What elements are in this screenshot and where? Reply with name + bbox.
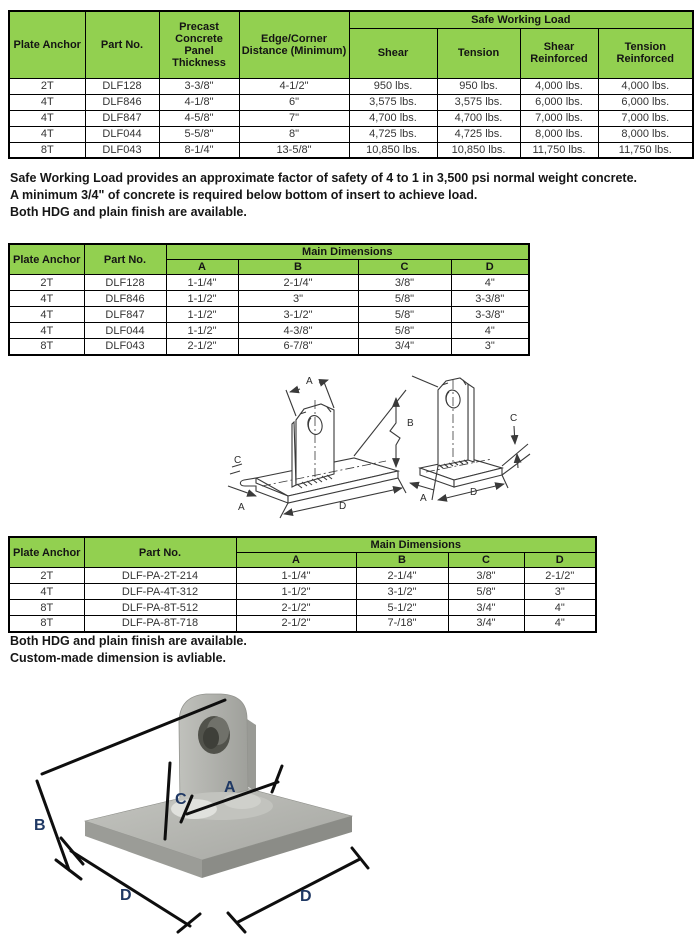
table-cell: 4,725 lbs. [437,126,520,142]
table-cell: 4,000 lbs. [598,78,693,94]
table-row [9,126,693,142]
table-cell: DLF044 [84,323,166,339]
dim-a-arrow [410,483,434,490]
table-cell: 8T [9,600,84,616]
table-cell: 8-1/4" [159,142,239,158]
table-row [9,142,693,158]
column-header-d: D [524,553,596,568]
main-dimensions-rows-1 [9,275,529,355]
table-row [9,110,693,126]
table-cell: 4T [9,307,84,323]
dim-label-a-bottom: A [238,502,245,513]
table-cell: 8T [9,616,84,632]
table-cell: 3" [524,584,596,600]
column-header-shear: Shear [349,28,437,78]
table-row [9,94,693,110]
table-cell: 2-1/2" [236,616,356,632]
main-dimensions-rows-2 [9,568,596,632]
table-cell: 2T [9,275,84,291]
table-cell: 8,000 lbs. [598,126,693,142]
table-cell: 1-1/2" [166,307,238,323]
dim-c-arrow-top [514,426,515,444]
finish-notes [10,633,610,667]
table-cell: 4T [9,110,85,126]
table-cell: 8,000 lbs. [520,126,598,142]
column-header-part-no: Part No. [84,244,166,275]
dim-label-a: A [420,493,427,504]
table-cell: DLF847 [85,110,159,126]
table-cell: 3-1/2" [238,307,358,323]
dim-a-top-arrow [290,389,300,392]
table-row [9,616,596,632]
table-cell: 4" [451,275,529,291]
table-cell: DLF043 [84,339,166,355]
note-line: Both HDG and plain finish are available. [10,205,247,219]
group-header-main-dimensions: Main Dimensions [166,244,529,260]
table-cell: 5/8" [448,584,524,600]
dim-d-extension [502,475,508,488]
column-header-edge-distance: Edge/Corner Distance (Minimum) [239,11,349,78]
note-line: Custom-made dimension is avliable. [10,651,227,665]
table-cell: 3,575 lbs. [437,94,520,110]
table-cell: 3-3/8" [451,307,529,323]
table-cell: 950 lbs. [437,78,520,94]
column-header-d: D [451,260,529,275]
table-row [9,78,693,94]
table-cell: 1-1/2" [166,291,238,307]
group-header-main-dimensions: Main Dimensions [236,537,596,553]
safe-working-load-rows [9,78,693,158]
table-cell: DLF128 [84,275,166,291]
table-cell: 1-1/4" [166,275,238,291]
column-header-a: A [166,260,238,275]
table-cell: 7" [239,110,349,126]
dim-label-d: D [470,487,478,498]
table-cell: 3/4" [448,600,524,616]
table-cell: DLF846 [85,94,159,110]
table-cell: 4,700 lbs. [437,110,520,126]
dim-a-top-arrow [319,380,328,383]
table-cell: DLF044 [85,126,159,142]
leader-line [412,376,438,387]
table-cell: 5/8" [358,291,451,307]
column-header-part-no: Part No. [85,11,159,78]
safe-working-load-table [8,10,694,159]
main-dimensions-section-1 [8,243,530,356]
table-cell: DLF846 [84,291,166,307]
table-cell: 10,850 lbs. [437,142,520,158]
table-cell: DLF-PA-4T-312 [84,584,236,600]
table-cell: 11,750 lbs. [598,142,693,158]
table-cell: 4,000 lbs. [520,78,598,94]
dim-label-c: C [510,413,518,424]
table-cell: 4T [9,323,84,339]
dim-d-right-line [238,859,360,922]
column-header-c: C [358,260,451,275]
table-cell: 3/8" [448,568,524,584]
table-row [9,339,529,355]
table-cell: 4T [9,126,85,142]
photo-label-a: A [224,779,236,796]
table-cell: 3-3/8" [159,78,239,94]
table-cell: 4T [9,584,84,600]
dim-label-c: C [234,455,242,466]
table-cell: 8T [9,339,84,355]
column-header-shear-reinforced: Shear Reinforced [520,28,598,78]
table-cell: 3/8" [358,275,451,291]
table-cell: DLF847 [84,307,166,323]
table-row [9,307,529,323]
table-cell: 6,000 lbs. [520,94,598,110]
column-header-plate-anchor: Plate Anchor [9,11,85,78]
table-cell: 4-5/8" [159,110,239,126]
note-line: Both HDG and plain finish are available. [10,634,247,648]
column-header-tension-reinforced: Tension Reinforced [598,28,693,78]
table-cell: 6,000 lbs. [598,94,693,110]
column-header-b: B [238,260,358,275]
column-header-a: A [236,553,356,568]
safe-working-load-section [8,10,694,159]
dim-c-arrow-bottom [517,454,518,468]
note-line: Safe Working Load provides an approximate factor of safety of 4 to 1 in 3,500 psi normal weight concrete. [10,171,638,185]
table-cell: 2-1/4" [238,275,358,291]
table-cell: 8T [9,142,85,158]
photo-label-b: B [34,817,46,834]
anchor-line-drawing-right [408,368,538,520]
lug-side-face [292,422,296,487]
dim-label-a-top: A [306,376,313,387]
table-cell: 1-1/2" [166,323,238,339]
table-row [9,291,529,307]
table-cell: 950 lbs. [349,78,437,94]
table-cell: 10,850 lbs. [349,142,437,158]
table-cell: 8" [239,126,349,142]
table-cell: 2T [9,78,85,94]
table-cell: 3" [451,339,529,355]
table-row [9,568,596,584]
table-cell: 3/4" [358,339,451,355]
table-cell: 5-5/8" [159,126,239,142]
note-line: A minimum 3/4" of concrete is required below bottom of insert to achieve load. [10,188,478,202]
table-cell: 7,000 lbs. [520,110,598,126]
table-cell: 3" [238,291,358,307]
table-cell: DLF128 [85,78,159,94]
table-cell: DLF-PA-8T-718 [84,616,236,632]
table-cell: 4T [9,94,85,110]
table-cell: 4" [524,616,596,632]
main-dimensions-section-2 [8,536,597,633]
column-header-plate-anchor: Plate Anchor [9,244,84,275]
column-header-c: C [448,553,524,568]
column-header-tension: Tension [437,28,520,78]
column-header-panel-thickness: Precast Concrete Panel Thickness [159,11,239,78]
table-cell: 5/8" [358,323,451,339]
group-header-safe-working-load: Safe Working Load [349,11,693,28]
dim-label-b: B [407,418,414,429]
table-cell: 4" [451,323,529,339]
table-row [9,584,596,600]
table-cell: 7,000 lbs. [598,110,693,126]
table-cell: 4" [524,600,596,616]
table-cell: 13-5/8" [239,142,349,158]
table-cell: 1-1/4" [236,568,356,584]
table-row [9,600,596,616]
table-cell: 2-1/2" [166,339,238,355]
table-cell: 2T [9,568,84,584]
photo-label-d-left: D [120,887,132,904]
plate-anchor-photo [28,686,373,934]
table-cell: 4,725 lbs. [349,126,437,142]
photo-label-d-right: D [300,888,312,905]
table-cell: 6" [239,94,349,110]
table-cell: 4-3/8" [238,323,358,339]
table-cell: 4-1/8" [159,94,239,110]
table-cell: DLF-PA-2T-214 [84,568,236,584]
main-dimensions-table-2 [8,536,597,633]
table-cell: 2-1/2" [236,600,356,616]
table-cell: 4T [9,291,84,307]
table-cell: 2-1/2" [524,568,596,584]
column-header-b: B [356,553,448,568]
dim-b-bottom-tick [56,860,81,879]
table-cell: 3-1/2" [356,584,448,600]
table-cell: 3/4" [448,616,524,632]
photo-label-c: C [175,791,187,808]
table-cell: 5-1/2" [356,600,448,616]
column-header-part-no: Part No. [84,537,236,568]
table-cell: 6-7/8" [238,339,358,355]
dim-c-extensions [502,444,530,475]
safe-working-load-notes [10,170,695,221]
table-cell: 2-1/4" [356,568,448,584]
anchor-line-drawing-left [226,368,421,520]
lug-hole-shadow [203,727,219,749]
lug-side-face [247,719,256,792]
table-cell: DLF-PA-8T-512 [84,600,236,616]
table-cell: 4-1/2" [239,78,349,94]
table-row [9,275,529,291]
table-cell: DLF043 [85,142,159,158]
table-cell: 3-3/8" [451,291,529,307]
table-cell: 7-/18" [356,616,448,632]
table-cell: 11,750 lbs. [520,142,598,158]
table-cell: 4,700 lbs. [349,110,437,126]
lug-side-face [468,384,474,462]
dim-a-bottom-arrow [228,486,256,496]
table-row [9,323,529,339]
main-dimensions-table-1 [8,243,530,356]
dim-b-extension [354,390,406,456]
column-header-plate-anchor: Plate Anchor [9,537,84,568]
table-cell: 1-1/2" [236,584,356,600]
table-cell: 3,575 lbs. [349,94,437,110]
dim-label-d: D [339,501,347,512]
table-cell: 5/8" [358,307,451,323]
